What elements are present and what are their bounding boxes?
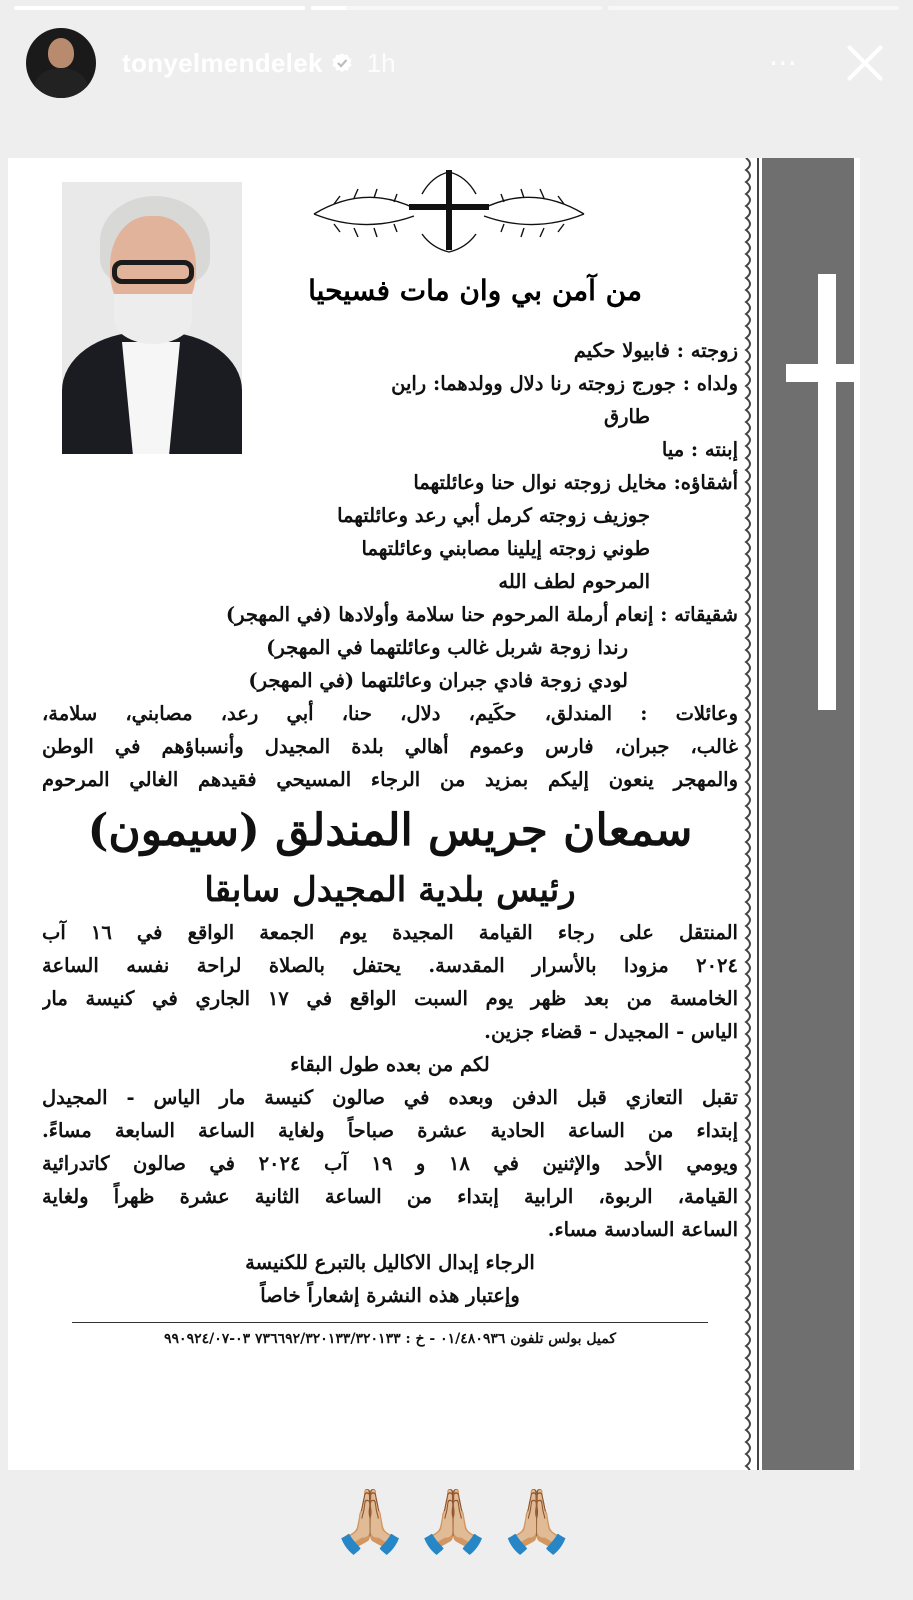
request-line: وإعتبار هذه النشرة إشعاراً خاصاً bbox=[260, 1284, 520, 1307]
obituary-notice bbox=[8, 158, 860, 1470]
deceased-title: رئيس بلدية المجيدل سابقا bbox=[204, 870, 576, 910]
family-line: أشقاؤه: مخايل زوجته نوال حنا وعائلتهما bbox=[413, 471, 738, 494]
family-line: لودي زوجة فادي جبران وعائلتهما (في المهجر) bbox=[248, 669, 628, 692]
family-line: وعائلات : المندلق، حكَيم، دلال، حنا، أبي رعد، مصابني، سلامة، bbox=[42, 702, 738, 725]
family-line: جوزيف زوجته كرمل أبي رعد وعائلتهما bbox=[337, 504, 650, 527]
username[interactable]: tonyelmendelek bbox=[122, 47, 323, 78]
family-line: زوجته : فابيولا حكيم bbox=[573, 339, 738, 362]
funeral-line: المنتقل على رجاء القيامة المجيدة يوم الجمعة الواقع في ١٦ آب bbox=[42, 921, 738, 944]
cross-ornament-icon bbox=[304, 164, 594, 254]
grey-panel bbox=[762, 158, 854, 1470]
post-time: 1h bbox=[366, 47, 396, 78]
avatar[interactable] bbox=[26, 28, 96, 98]
story-progress bbox=[14, 6, 899, 10]
funeral-line: الياس - المجيدل - قضاء جزين. bbox=[484, 1020, 738, 1043]
condolence-line: تقبل التعازي قبل الدفن وبعده في صالون كنيسة مار الياس - المجيدل bbox=[42, 1086, 738, 1109]
praying-hands-reaction: 🙏🏼🙏🏼🙏🏼 bbox=[331, 1484, 582, 1557]
divider bbox=[72, 1322, 708, 1323]
condolence-line: الساعة السادسة مساء. bbox=[547, 1218, 738, 1241]
family-line: والمهجر ينعون إليكم بمزيد من الرجاء المسيحي فقيدهم الغالي المرحوم bbox=[42, 768, 738, 791]
family-line: شقيقاته : إنعام أرملة المرحوم حنا سلامة وأولادها (في المهجر) bbox=[225, 603, 738, 626]
family-line: طوني زوجته إيلينا مصابني وعائلتهما bbox=[361, 537, 650, 560]
progress-segment-1 bbox=[14, 6, 305, 10]
family-line: رندا زوجة شربل غالب وعائلتهما في المهجر) bbox=[266, 636, 628, 659]
cross-icon bbox=[818, 274, 836, 710]
funeral-home-contact: كميل بولس تلفون ٠١/٤٨٠٩٣٦ - خ : ٧٣٦٦٩٢/٣٢٠١٣٣/٣٢٠١٣٣ ٠٣-٩٩٠٩٢٤/٠٧ bbox=[164, 1331, 616, 1347]
condolence-line: إبتداء من الساعة الحادية عشرة صباحاً ولغاية الساعة السابعة مساءً. bbox=[42, 1119, 738, 1142]
verified-badge-icon bbox=[331, 52, 353, 74]
more-options-icon[interactable]: ⋯ bbox=[769, 46, 799, 79]
progress-segment-2 bbox=[311, 6, 602, 10]
funeral-line: الخامسة من بعد ظهر يوم السبت الواقع في ١٧ الجاري في كنيسة مار bbox=[42, 987, 738, 1010]
request-line: الرجاء إبدال الاكاليل بالتبرع للكنيسة bbox=[245, 1251, 535, 1274]
close-icon[interactable] bbox=[843, 41, 887, 85]
obituary-body bbox=[42, 334, 738, 1351]
condolence-line: القيامة، الربوة، الرابية إبتداء من الساعة الثانية عشرة ظهراً ولغاية bbox=[42, 1185, 738, 1208]
mourning-border bbox=[742, 158, 860, 1470]
progress-segment-3 bbox=[608, 6, 899, 10]
family-line: غالب، جبران، فارس وعموم أهالي بلدة المجيدل وأنسباؤهم في الوطن bbox=[42, 735, 738, 758]
closing-line: لكم من بعده طول البقاء bbox=[290, 1053, 490, 1076]
family-line: طارق bbox=[603, 405, 650, 428]
wavy-border-icon bbox=[742, 158, 760, 1470]
bible-verse: من آمن بي وان مات فسيحيا bbox=[308, 274, 642, 307]
deceased-name: سمعان جريس المندلق (سيمون) bbox=[87, 805, 693, 856]
family-line: إبنته : ميا bbox=[661, 438, 738, 461]
condolence-line: ويومي الأحد والإثنين في ١٨ و ١٩ آب ٢٠٢٤ في صالون كاتدرائية bbox=[42, 1152, 738, 1175]
family-line: ولداه : جورج زوجته رنا دلال وولدهما: راين bbox=[391, 372, 738, 395]
family-line: المرحوم لطف الله bbox=[498, 570, 650, 593]
story-header bbox=[26, 28, 887, 98]
funeral-line: ٢٠٢٤ مزودا بالأسرار المقدسة. يحتفل بالصلاة لراحة نفسه الساعة bbox=[42, 954, 738, 977]
